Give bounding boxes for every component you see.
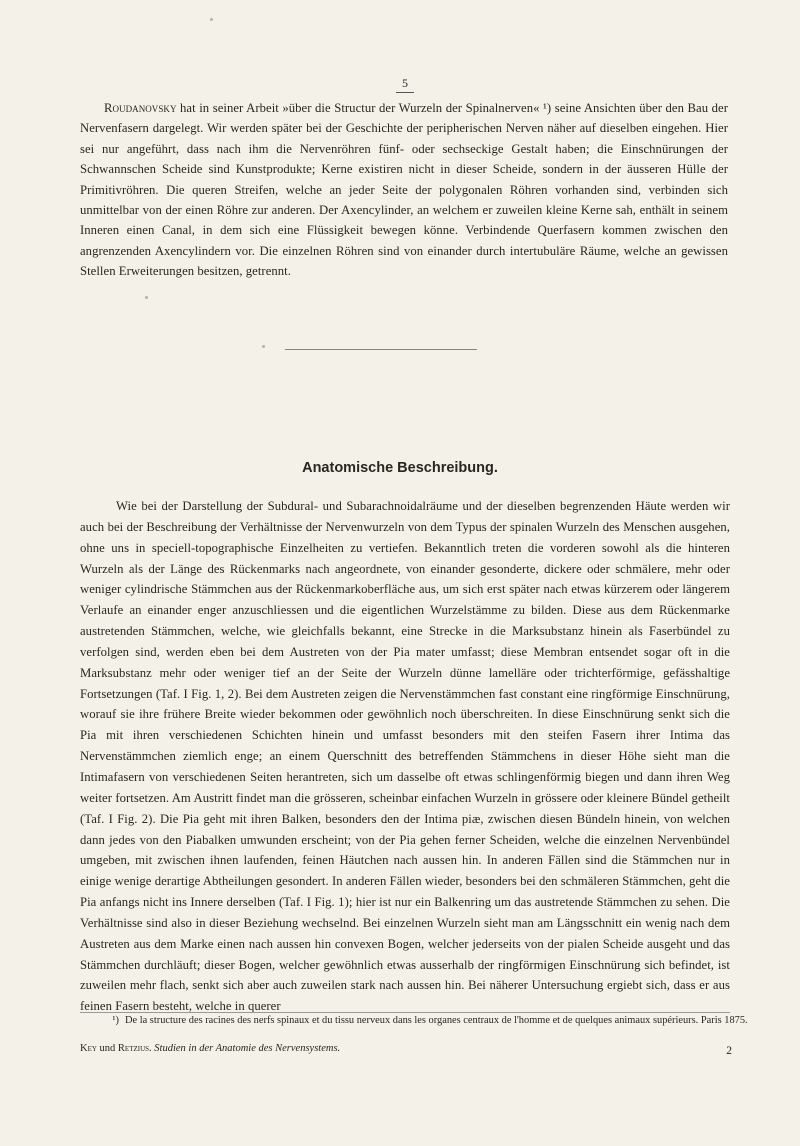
signature-author-key: Key <box>80 1043 97 1054</box>
signature-sheet-number: 2 <box>726 1045 732 1057</box>
paper-speck <box>210 18 213 21</box>
paper-speck <box>145 296 148 299</box>
signature-line <box>80 1043 732 1057</box>
signature-author-retzius: Retzius <box>117 1043 150 1054</box>
signature-title: Studien in der Anatomie des Nervensystems. <box>154 1043 341 1054</box>
paragraph-text: hat in seiner Arbeit »über die Structur der Wurzeln der Spinalnerven« ¹) seine Ansichten über den Bau der Nervenfasern dargelegt. Wir werden später bei der Geschichte der peripherischen Nerven näher auf dieselben eingehen. Hier sei nur angeführt, dass nach ihm die Nervenröhren fünf- oder sechseckige Gestalt haben; die Einschnürungen der Schwannschen Scheide sind Kunstprodukte; Kerne existiren nicht in dieser Scheide, sondern in der äusseren Hülle der Primitivröhren. Die queren Streifen, welche an jeder Seite der polygonalen Röhren vorhanden sind, verbinden sich unmittelbar von der einen Röhre zur anderen. Der Axencylinder, an welchem er zuweilen kleine Kerne sah, enthält in seinem Inneren einen Canal, in dem sich eine Flüssigkeit bewegen könne. Verbindende Querfasern kommen zwischen den angrenzenden Axencylindern vor. Die einzelnen Röhren sind von einander durch intertubuläre Räume, welche an gewissen Stellen Erweiterungen besitzen, getrennt. <box>80 101 728 279</box>
author-name: Roudanovsky <box>104 101 177 115</box>
section-divider <box>285 349 477 350</box>
paragraph-roudanovsky <box>80 98 728 282</box>
footnote-text: De la structure des racines des nerfs spinaux et du tissu nerveux dans les organes centraux de l'homme et de quelques animaux supérieurs. Paris 1875. <box>125 1015 748 1026</box>
page-number: 5 <box>396 76 414 93</box>
section-heading: Anatomische Beschreibung. <box>302 460 498 476</box>
signature-sep: . <box>149 1043 155 1054</box>
footnote <box>80 1014 775 1029</box>
footnote-mark: ¹) <box>112 1015 119 1026</box>
signature-and: und <box>96 1043 118 1054</box>
paper-speck <box>262 345 265 348</box>
footnote-divider <box>80 1012 730 1013</box>
paragraph-anatomy: Wie bei der Darstellung der Subdural- und Subarachnoidalräume und der dieselben begrenzenden Häute werden wir auch bei der Beschreibung der Verhältnisse der Nervenwurzeln von dem Typus der spinalen Wurzeln des Menschen ausgehen, ohne uns in speciell-topographische Einzelheiten zu vertiefen. Bekanntlich treten die vorderen sowohl als die hinteren Wurzeln als der Länge des Rückenmarks nach angeordnete, von einander gesonderte, dickere oder schmälere, mehr oder weniger cylindrische Stämmchen aus der Rückenmarkoberfläche aus, um sich erst später nach etwas kürzerem oder längerem Verlaufe an einander enger anzuschliessen und die eigentlichen Wurzelstämme zu bilden. Diese aus dem Rückenmarke austretenden Stämmchen, welche, wie gleichfalls bekannt, eine Strecke in die Marksubstanz hinein als Faserbündel zu verfolgen sind, werden eben bei dem Austreten von der Pia mater umfasst; diese Membran entsendet sogar oft in die Marksubstanz mehr oder weniger tief an der Seite der Wurzeln dünne lamelläre oder trichterförmige, gefässhaltige Fortsetzungen (Taf. I Fig. 1, 2). Bei dem Austreten zeigen die Nervenstämmchen fast constant eine ringförmige Einschnürung, worauf sie ihre frühere Breite wieder bekommen oder gewöhnlich noch überschreiten. In diese Einschnürung senkt sich die Pia mit ihren verschiedenen Schichten hinein und umfasst besonders mit den steifen Fasern ihrer Intima das Nervenstämmchen ziemlich enge; an einem Querschnitt des betreffenden Stämmchens in dieser Höhe sieht man die Intimafasern von verschiedenen Seiten herantreten, sich um dasselbe oft etwas schlingenförmig biegen und dann ihren Weg weiter fortsetzen. Am Austritt findet man die grösseren, scheinbar einfachen Wurzeln in grössere oder kleinere Bündel getheilt (Taf. I Fig. 2). Die Pia geht mit ihren Balken, besonders den der Intima piæ, zwischen diesen Bündeln hinein, von welchen dann jedes von den Piabalken umwunden erscheint; von der Pia gehen ferner Scheiden, welche die einzelnen Nervenbündel umgeben, mit zwischen ihnen laufenden, feinen Häutchen nach aussen hin. In anderen Fällen sind die Stämmchen nur in einige wenige derartige Abtheilungen gesondert. In anderen Fällen wieder, besonders bei den schmäleren Stämmchen, geht die Pia anfangs nicht ins Innere derselben (Taf. I Fig. 1); hier ist nur ein Balkenring um das austretende Stämmchen zu sehen. Die Verhältnisse sind also in dieser Beziehung wechselnd. Bei einzelnen Wurzeln sieht man am Längsschnitt ein wenig nach dem Austreten aus dem Marke einen nach aussen hin convexen Bogen, welcher jederseits von der pialen Scheide ausgeht und das Stämmchen durchläuft; dieser Bogen, welcher gewöhnlich etwas ausserhalb der ringförmigen Einschnürung sich befindet, ist zuweilen mehr flach, senkt sich aber auch zuweilen stark nach aussen hin. Bei näherer Untersuchung ergiebt sich, dass er aus feinen Fasern besteht, welche in querer <box>80 499 730 1014</box>
